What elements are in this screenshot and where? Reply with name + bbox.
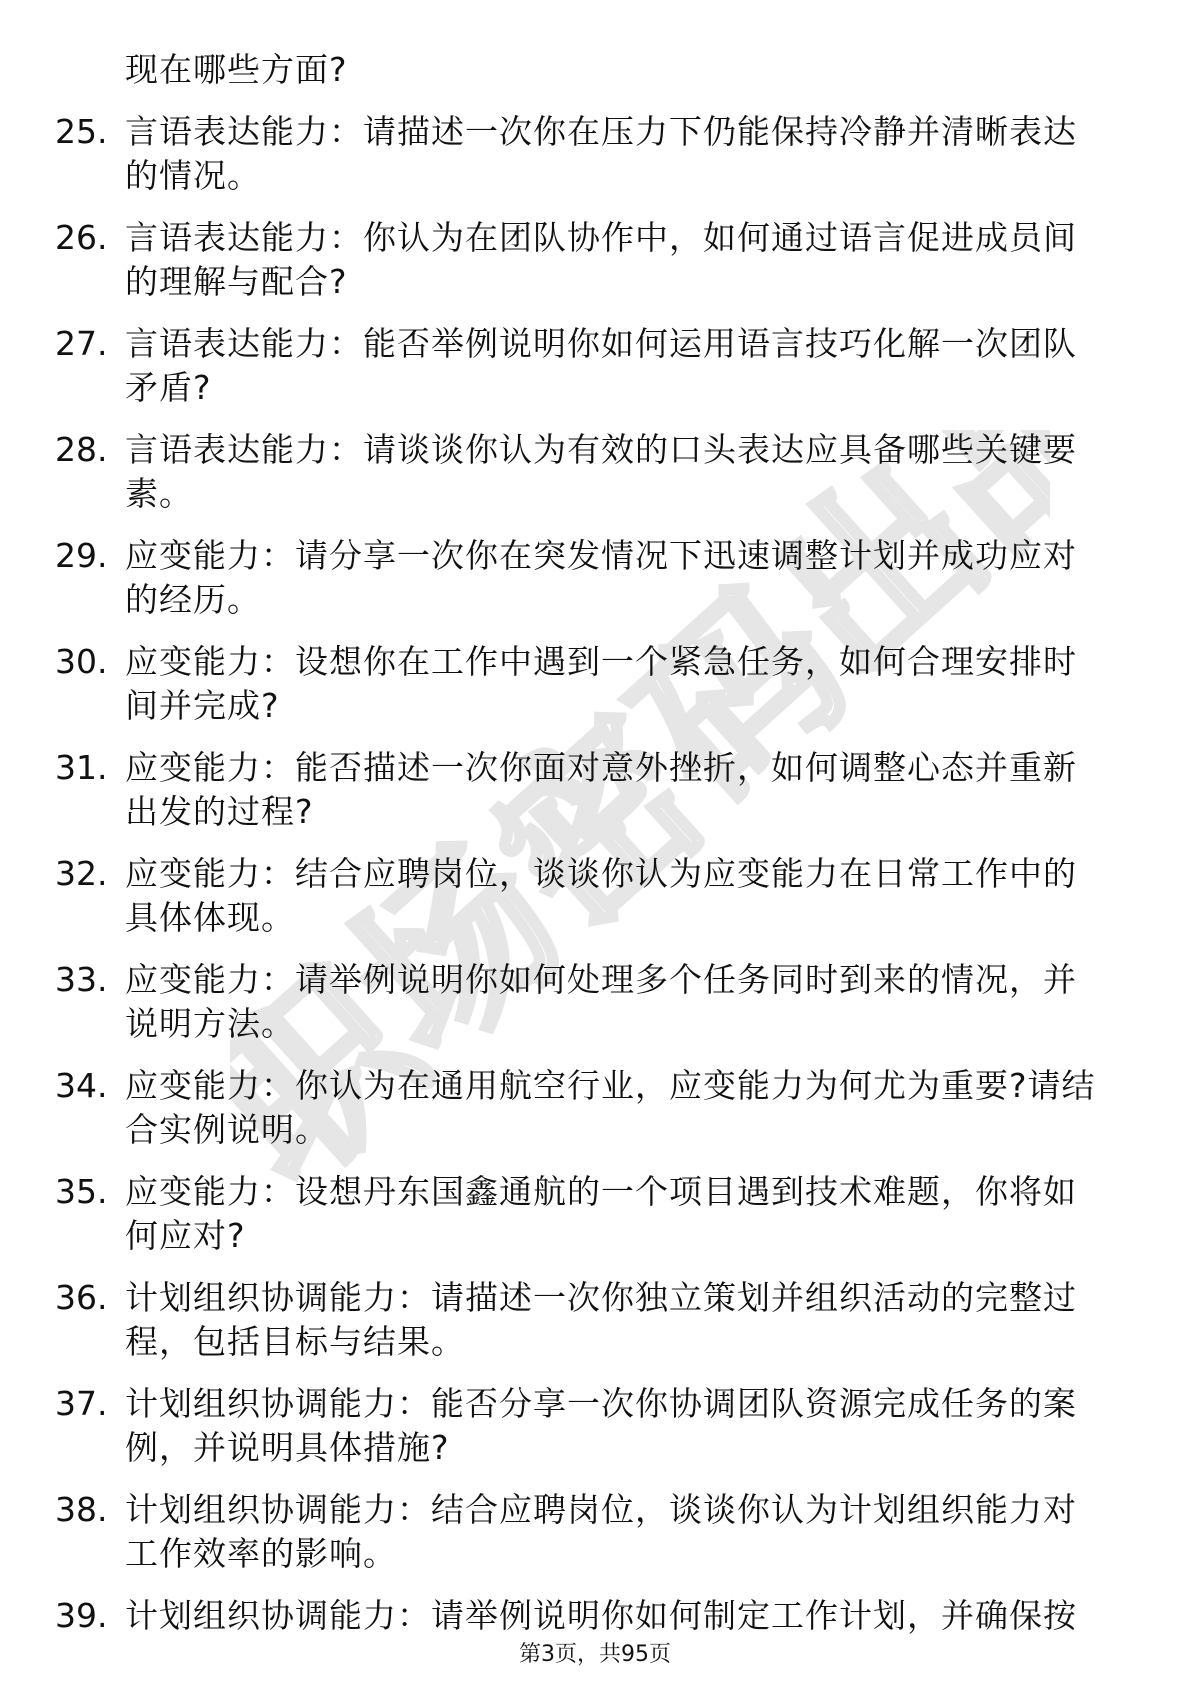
question-number: 39. — [55, 1596, 108, 1635]
list-item — [0, 1488, 1190, 1576]
question-number: 27. — [55, 324, 108, 363]
question-text: 应变能力：结合应聘岗位，谈谈你认为应变能力在日常工作中的具体体现。 — [125, 854, 1077, 937]
question-text: 计划组织协调能力：能否分享一次你协调团队资源完成任务的案例，并说明具体措施? — [125, 1384, 1077, 1467]
list-item — [0, 1382, 1190, 1470]
question-text: 计划组织协调能力：请描述一次你独立策划并组织活动的完整过程，包括目标与结果。 — [125, 1278, 1077, 1361]
page-footer: 第3页，共95页 — [519, 1642, 671, 1667]
question-text: 计划组织协调能力：结合应聘岗位，谈谈你认为计划组织能力对工作效率的影响。 — [125, 1490, 1077, 1573]
list-item — [0, 534, 1190, 622]
question-number: 28. — [55, 430, 108, 469]
question-text: 应变能力：请分享一次你在突发情况下迅速调整计划并成功应对的经历。 — [125, 536, 1077, 619]
question-number: 36. — [55, 1278, 108, 1317]
question-text: 言语表达能力：能否举例说明你如何运用语言技巧化解一次团队矛盾? — [125, 324, 1077, 407]
list-item — [0, 322, 1190, 410]
question-text: 言语表达能力：请描述一次你在压力下仍能保持冷静并清晰表达的情况。 — [125, 112, 1077, 195]
question-number: 32. — [55, 854, 108, 893]
question-number: 31. — [55, 748, 108, 787]
question-text: 应变能力：请举例说明你如何处理多个任务同时到来的情况，并说明方法。 — [125, 960, 1077, 1043]
question-text: 应变能力：你认为在通用航空行业，应变能力为何尤为重要?请结合实例说明。 — [125, 1066, 1096, 1149]
list-item-continuation — [0, 48, 1190, 92]
list-item — [0, 428, 1190, 516]
list-item — [0, 216, 1190, 304]
question-number: 26. — [55, 218, 108, 257]
question-text: 言语表达能力：请谈谈你认为有效的口头表达应具备哪些关键要素。 — [125, 430, 1077, 513]
question-number: 37. — [55, 1384, 108, 1423]
question-number: 25. — [55, 112, 108, 151]
question-text: 计划组织协调能力：请举例说明你如何制定工作计划，并确保按 — [125, 1596, 1077, 1635]
continuation-text: 现在哪些方面? — [125, 50, 348, 89]
question-text: 应变能力：能否描述一次你面对意外挫折，如何调整心态并重新出发的过程? — [125, 748, 1077, 831]
question-number: 33. — [55, 960, 108, 999]
list-item — [0, 1276, 1190, 1364]
question-text: 言语表达能力：你认为在团队协作中，如何通过语言促进成员间的理解与配合? — [125, 218, 1077, 301]
question-number: 34. — [55, 1066, 108, 1105]
list-item — [0, 110, 1190, 198]
watermark-text: 职场密码出品 — [230, 430, 1050, 1210]
question-number: 38. — [55, 1490, 108, 1529]
question-number: 35. — [55, 1172, 108, 1211]
list-item — [0, 1170, 1190, 1258]
list-item — [0, 852, 1190, 940]
question-list — [0, 48, 1190, 1656]
question-number: 30. — [55, 642, 108, 681]
list-item — [0, 640, 1190, 728]
question-number: 29. — [55, 536, 108, 575]
list-item — [0, 746, 1190, 834]
list-item — [0, 958, 1190, 1046]
list-item — [0, 1064, 1190, 1152]
list-item — [0, 1594, 1190, 1638]
question-text: 应变能力：设想你在工作中遇到一个紧急任务，如何合理安排时间并完成? — [125, 642, 1077, 725]
question-text: 应变能力：设想丹东国鑫通航的一个项目遇到技术难题，你将如何应对? — [125, 1172, 1077, 1255]
